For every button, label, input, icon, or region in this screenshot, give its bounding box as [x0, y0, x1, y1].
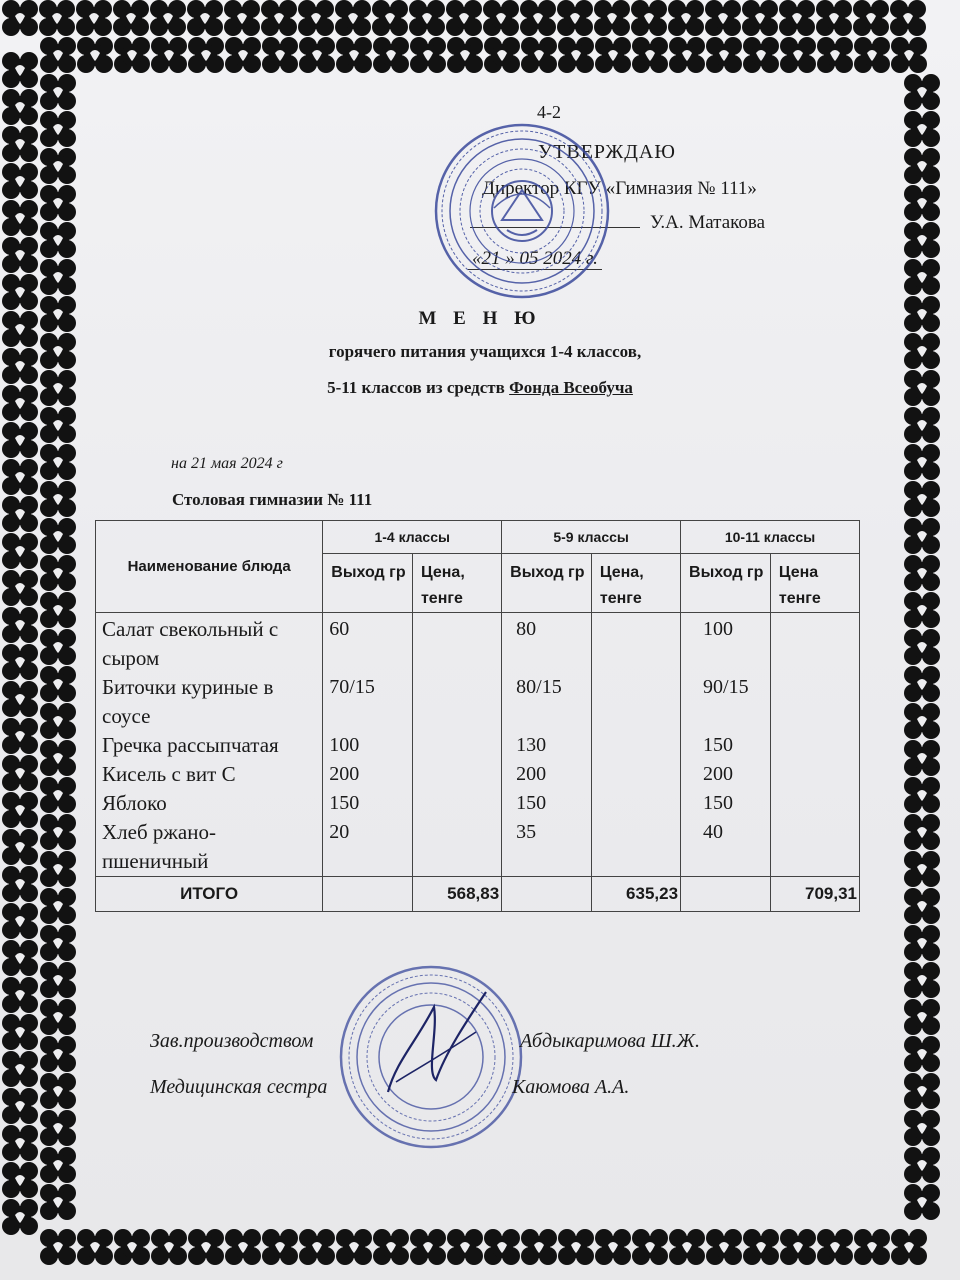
- border-ornament: [40, 629, 76, 665]
- border-ornament: [520, 0, 556, 36]
- border-ornament: [187, 0, 223, 36]
- border-ornament: [114, 1229, 150, 1265]
- border-ornament: [225, 1229, 261, 1265]
- border-ornament: [2, 1051, 38, 1087]
- border-ornament: [2, 274, 38, 310]
- director-name: У.А. Матакова: [650, 212, 766, 233]
- border-ornament: [854, 37, 890, 73]
- border-ornament: [409, 0, 445, 36]
- border-ornament: [40, 555, 76, 591]
- border-ornament: [2, 237, 38, 273]
- border-ornament: [40, 518, 76, 554]
- border-ornament: [594, 0, 630, 36]
- yield-value: 70/15: [329, 676, 375, 698]
- border-ornament: [705, 0, 741, 36]
- border-ornament: [2, 644, 38, 680]
- border-ornament: [299, 1229, 335, 1265]
- border-ornament: [817, 37, 853, 73]
- group-header-10-11: 10-11 классы: [681, 521, 860, 554]
- document-number: 4-2: [537, 102, 561, 122]
- border-ornament: [76, 0, 112, 36]
- group-header-5-9: 5-9 классы: [502, 521, 681, 554]
- border-ornament: [904, 1184, 940, 1220]
- border-ornament: [40, 777, 76, 813]
- border-ornament: [904, 851, 940, 887]
- border-ornament: [40, 222, 76, 258]
- border-ornament: [40, 1229, 76, 1265]
- border-ornament: [40, 962, 76, 998]
- border-ornament: [2, 681, 38, 717]
- border-ornament: [40, 888, 76, 924]
- border-ornament: [669, 37, 705, 73]
- border-ornament: [2, 570, 38, 606]
- yield-value: 150: [703, 792, 734, 814]
- border-ornament: [446, 0, 482, 36]
- border-ornament: [853, 0, 889, 36]
- border-ornament: [373, 37, 409, 73]
- yield-value: 35: [516, 821, 537, 843]
- border-ornament: [706, 37, 742, 73]
- total-10-11: 709,31: [770, 877, 859, 912]
- border-ornament: [40, 925, 76, 961]
- dish-item: Гречка рассыпчатая: [102, 733, 279, 757]
- menu-date: на 21 мая 2024 г: [171, 455, 283, 472]
- border-ornament: [77, 1229, 113, 1265]
- price-cell: [591, 613, 680, 877]
- border-ornament: [706, 1229, 742, 1265]
- border-ornament: [2, 0, 38, 36]
- border-ornament: [904, 518, 940, 554]
- border-ornament: [39, 0, 75, 36]
- director-title: Директор КГУ «Гимназия № 111»: [482, 178, 757, 199]
- yield-value: 90/15: [703, 676, 749, 698]
- border-ornament: [904, 1036, 940, 1072]
- border-ornament: [2, 1199, 38, 1235]
- border-ornament: [372, 0, 408, 36]
- border-ornament: [40, 703, 76, 739]
- border-ornament: [2, 792, 38, 828]
- border-ornament: [904, 962, 940, 998]
- yield-value: 150: [703, 734, 734, 756]
- border-ornament: [40, 666, 76, 702]
- yield-list-5-9: [502, 613, 592, 877]
- menu-title: М Е Н Ю: [418, 308, 542, 329]
- border-ornament: [484, 1229, 520, 1265]
- border-ornament: [558, 37, 594, 73]
- border-ornament: [904, 259, 940, 295]
- subtitle-line-2: 5-11 классов из средств Фонда Всеобуча: [327, 378, 633, 397]
- dish-item: Хлеб ржано-пшеничный: [102, 820, 216, 873]
- fund-name: Фонда Всеобуча: [509, 378, 633, 397]
- border-ornament: [410, 1229, 446, 1265]
- border-ornament: [904, 629, 940, 665]
- border-ornament: [225, 37, 261, 73]
- border-ornament: [40, 814, 76, 850]
- border-ornament: [904, 740, 940, 776]
- border-ornament: [298, 0, 334, 36]
- subtitle-line-1: горячего питания учащихся 1-4 классов,: [328, 342, 642, 361]
- yield-value: 20: [329, 821, 350, 843]
- border-ornament: [2, 533, 38, 569]
- yield-list-10-11: [681, 613, 771, 877]
- yield-header: Выход гр: [502, 554, 592, 613]
- border-ornament: [483, 0, 519, 36]
- dish-item: Кисель с вит С: [102, 762, 236, 786]
- border-ornament: [521, 1229, 557, 1265]
- border-ornament: [2, 422, 38, 458]
- border-ornament: [114, 37, 150, 73]
- approve-heading: УТВЕРЖДАЮ: [538, 141, 676, 163]
- border-ornament: [40, 407, 76, 443]
- dish-list: [96, 613, 323, 877]
- border-ornament: [2, 163, 38, 199]
- dish-item: Яблоко: [102, 791, 167, 815]
- border-ornament: [2, 940, 38, 976]
- border-ornament: [40, 37, 76, 73]
- border-ornament: [151, 37, 187, 73]
- yield-value: 80: [516, 618, 537, 640]
- dish-item: Салат свекольный с сыром: [102, 617, 279, 670]
- border-ornament: [743, 37, 779, 73]
- border-ornament: [904, 444, 940, 480]
- yield-value: 80/15: [516, 676, 562, 698]
- border-ornament: [668, 0, 704, 36]
- group-header-1-4: 1-4 классы: [323, 521, 502, 554]
- border-ornament: [558, 1229, 594, 1265]
- border-ornament: [2, 496, 38, 532]
- yield-header: Выход гр: [323, 554, 413, 613]
- border-ornament: [40, 1147, 76, 1183]
- border-ornament: [904, 925, 940, 961]
- border-ornament: [743, 1229, 779, 1265]
- border-ornament: [2, 755, 38, 791]
- border-ornament: [890, 0, 926, 36]
- border-ornament: [336, 37, 372, 73]
- border-ornament: [2, 126, 38, 162]
- border-ornament: [904, 555, 940, 591]
- border-ornament: [632, 37, 668, 73]
- border-ornament: [595, 37, 631, 73]
- official-seal-top: [432, 120, 612, 302]
- border-ornament: [904, 814, 940, 850]
- border-ornament: [2, 718, 38, 754]
- border-ornament: [2, 89, 38, 125]
- border-ornament: [2, 1162, 38, 1198]
- border-ornament: [595, 1229, 631, 1265]
- border-ornament: [780, 1229, 816, 1265]
- border-ornament: [410, 37, 446, 73]
- border-ornament: [904, 148, 940, 184]
- nurse-role: Медицинская сестра: [150, 1076, 328, 1098]
- production-manager-role: Зав.производством: [150, 1030, 314, 1052]
- border-ornament: [2, 903, 38, 939]
- border-ornament: [262, 1229, 298, 1265]
- border-ornament: [188, 37, 224, 73]
- border-ornament: [904, 703, 940, 739]
- nurse-signature: [150, 1076, 630, 1099]
- border-ornament: [40, 148, 76, 184]
- border-ornament: [2, 1088, 38, 1124]
- border-ornament: [904, 222, 940, 258]
- border-ornament: [2, 866, 38, 902]
- border-ornament: [336, 1229, 372, 1265]
- border-ornament: [904, 999, 940, 1035]
- total-label: ИТОГО: [96, 877, 323, 912]
- border-ornament: [447, 1229, 483, 1265]
- yield-value: 150: [329, 792, 360, 814]
- border-ornament: [40, 444, 76, 480]
- canteen-name: Столовая гимназии № 111: [172, 490, 373, 509]
- border-ornament: [2, 607, 38, 643]
- yield-value: 100: [703, 618, 734, 640]
- border-ornament: [224, 0, 260, 36]
- border-ornament: [262, 37, 298, 73]
- border-ornament: [904, 185, 940, 221]
- border-ornament: [447, 37, 483, 73]
- border-ornament: [188, 1229, 224, 1265]
- border-ornament: [2, 459, 38, 495]
- border-ornament: [40, 259, 76, 295]
- border-ornament: [77, 37, 113, 73]
- dish-item: Биточки куриные в соусе: [102, 675, 274, 728]
- yield-value: 200: [329, 763, 360, 785]
- border-ornament: [904, 666, 940, 702]
- border-ornament: [40, 592, 76, 628]
- yield-value: 100: [329, 734, 360, 756]
- approval-date: «21 » 05 2024 г.: [468, 248, 602, 270]
- border-ornament: [904, 481, 940, 517]
- official-seal-bottom: [336, 962, 526, 1152]
- yield-value: 40: [703, 821, 724, 843]
- border-ornament: [40, 1184, 76, 1220]
- price-cell: [770, 613, 859, 877]
- price-header: Цена тенге: [770, 554, 859, 613]
- production-manager-signature: [150, 1030, 700, 1053]
- border-ornament: [817, 1229, 853, 1265]
- border-ornament: [40, 185, 76, 221]
- border-ornament: [742, 0, 778, 36]
- border-ornament: [904, 407, 940, 443]
- border-ornament: [631, 0, 667, 36]
- border-ornament: [904, 1147, 940, 1183]
- border-ornament: [780, 37, 816, 73]
- yield-value: 60: [329, 618, 350, 640]
- border-ornament: [40, 1036, 76, 1072]
- total-5-9: 635,23: [591, 877, 680, 912]
- price-cell: [412, 613, 501, 877]
- border-ornament: [113, 0, 149, 36]
- border-ornament: [40, 74, 76, 110]
- border-ornament: [261, 0, 297, 36]
- border-ornament: [40, 481, 76, 517]
- yield-list-1-4: [323, 613, 413, 877]
- production-manager-name: Абдыкаримова Ш.Ж.: [520, 1030, 700, 1052]
- border-ornament: [299, 37, 335, 73]
- total-1-4: 568,83: [412, 877, 501, 912]
- border-ornament: [779, 0, 815, 36]
- border-ornament: [904, 111, 940, 147]
- border-ornament: [2, 52, 38, 88]
- menu-table: [95, 520, 860, 912]
- border-ornament: [904, 74, 940, 110]
- border-ornament: [669, 1229, 705, 1265]
- border-ornament: [335, 0, 371, 36]
- border-ornament: [2, 1014, 38, 1050]
- border-ornament: [151, 1229, 187, 1265]
- border-ornament: [484, 37, 520, 73]
- yield-value: 150: [516, 792, 547, 814]
- border-ornament: [904, 592, 940, 628]
- border-ornament: [557, 0, 593, 36]
- border-ornament: [854, 1229, 890, 1265]
- yield-value: 200: [516, 763, 547, 785]
- border-ornament: [2, 200, 38, 236]
- border-ornament: [40, 111, 76, 147]
- border-ornament: [2, 829, 38, 865]
- border-ornament: [521, 37, 557, 73]
- border-ornament: [40, 851, 76, 887]
- border-ornament: [891, 37, 927, 73]
- border-ornament: [891, 1229, 927, 1265]
- border-ornament: [40, 1073, 76, 1109]
- yield-value: 130: [516, 734, 547, 756]
- price-header: Цена, тенге: [412, 554, 501, 613]
- border-ornament: [40, 1110, 76, 1146]
- border-ornament: [40, 999, 76, 1035]
- yield-header: Выход гр: [681, 554, 771, 613]
- nurse-name: Каюмова А.А.: [512, 1076, 630, 1098]
- border-ornament: [904, 888, 940, 924]
- border-ornament: [904, 777, 940, 813]
- border-ornament: [816, 0, 852, 36]
- border-ornament: [904, 1110, 940, 1146]
- border-ornament: [904, 1073, 940, 1109]
- border-ornament: [150, 0, 186, 36]
- border-ornament: [632, 1229, 668, 1265]
- yield-value: 200: [703, 763, 734, 785]
- border-ornament: [40, 740, 76, 776]
- dish-name-header: Наименование блюда: [96, 521, 323, 613]
- border-ornament: [2, 1125, 38, 1161]
- price-header: Цена, тенге: [591, 554, 680, 613]
- border-ornament: [373, 1229, 409, 1265]
- border-ornament: [2, 977, 38, 1013]
